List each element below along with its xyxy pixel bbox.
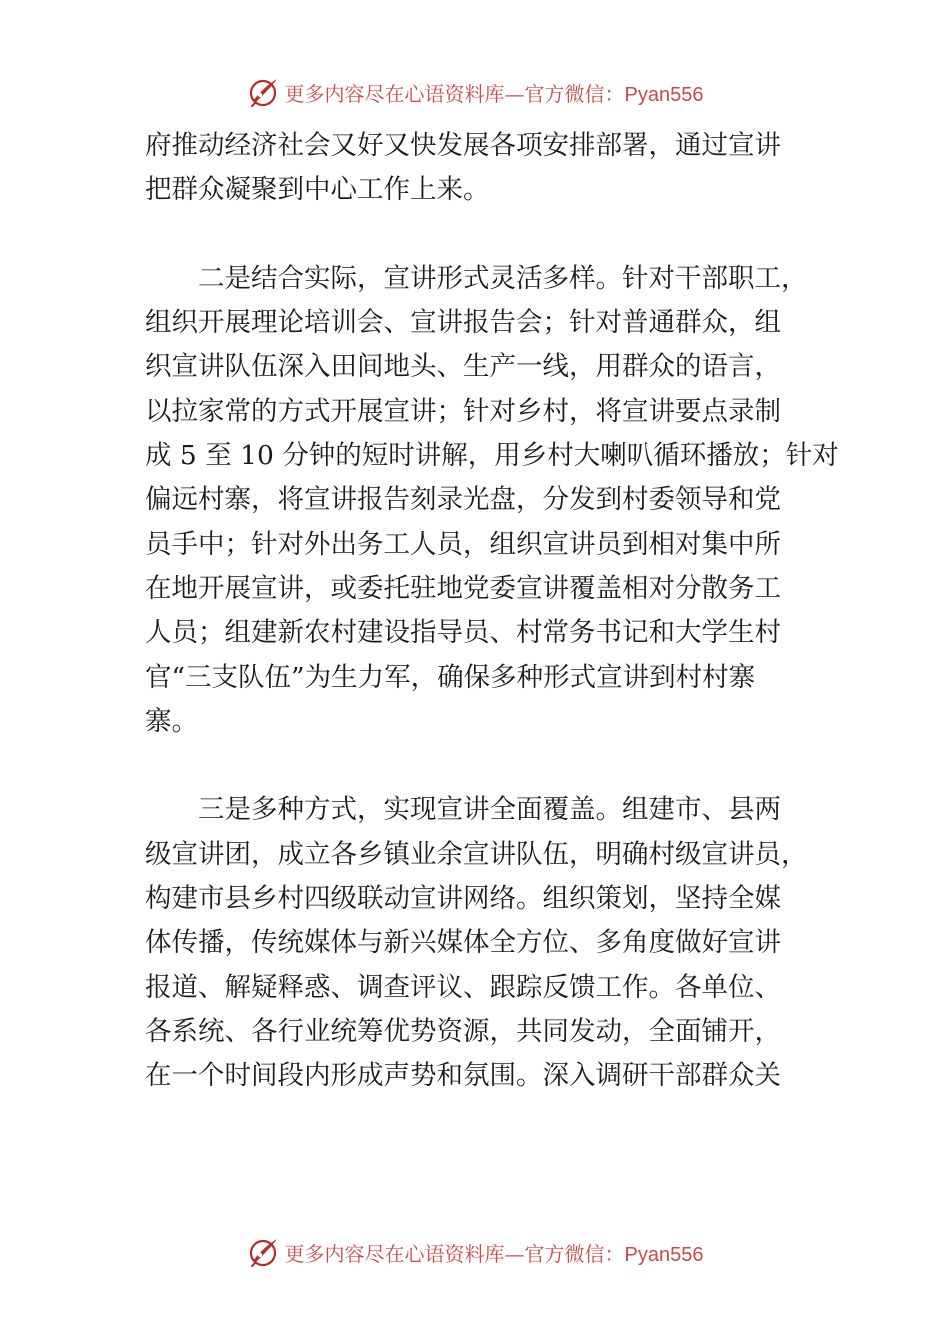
text-line: 寨。: [145, 705, 198, 737]
header-watermark-banner: [0, 72, 950, 112]
header-banner-text: 更多内容尽在心语资料库—官方微信：Pyan556: [284, 81, 704, 106]
text-line: 各系统、各行业统筹优势资源，共同发动，全面铺开，: [145, 1015, 781, 1047]
text-line: 在一个时间段内形成声势和氛围。深入调研干部群众关: [145, 1060, 781, 1092]
header-wechat-handle: Pyan556: [624, 83, 704, 106]
text-line: 构建市县乡村四级联动宣讲网络。组织策划，坚持全媒: [145, 883, 781, 915]
paragraph-continuation: [145, 124, 825, 213]
footer-banner-text: 更多内容尽在心语资料库—官方微信：Pyan556: [284, 1241, 704, 1266]
text-line: 织宣讲队伍深入田间地头、生产一线，用群众的语言，: [145, 351, 781, 383]
text-line: 把群众凝聚到中心工作上来。: [145, 174, 490, 206]
text-line: 以拉家常的方式开展宣讲；针对乡村，将宣讲要点录制: [145, 395, 781, 427]
text-line: 人员；组建新农村建设指导员、村常务书记和大学生村: [145, 617, 781, 649]
text-line: 员手中；针对外出务工人员，组织宣讲员到相对集中所: [145, 528, 781, 560]
text-line: 体传播，传统媒体与新兴媒体全方位、多角度做好宣讲: [145, 927, 781, 959]
text-line: 二是结合实际，宣讲形式灵活多样。针对干部职工，: [145, 262, 808, 294]
text-line: 成 5 至 10 分钟的短时讲解，用乡村大喇叭循环播放；针对: [145, 440, 839, 472]
text-line: 级宣讲团，成立各乡镇业余宣讲队伍，明确村级宣讲员，: [145, 838, 808, 870]
quill-logo-icon: [247, 1235, 281, 1269]
paragraph-point-two: [145, 257, 839, 744]
footer-watermark-banner: [0, 1232, 950, 1272]
document-body: [145, 124, 839, 1099]
text-line: 在地开展宣讲，或委托驻地党委宣讲覆盖相对分散务工: [145, 572, 781, 604]
text-line: 组织开展理论培训会、宣讲报告会；针对普通群众，组: [145, 307, 781, 339]
text-line: 官“三支队伍”为生力军，确保多种形式宣讲到村村寨: [145, 661, 756, 693]
paragraph-point-three: [145, 788, 825, 1098]
text-line: 报道、解疑释惑、调查评议、跟踪反馈工作。各单位、: [145, 971, 781, 1003]
quill-logo-icon: [247, 75, 281, 109]
text-line: 偏远村寨，将宣讲报告刻录光盘，分发到村委领导和党: [145, 484, 781, 516]
text-line: 府推动经济社会又好又快发展各项安排部署，通过宣讲: [145, 130, 781, 161]
footer-wechat-handle: Pyan556: [624, 1243, 704, 1266]
text-line: 三是多种方式，实现宣讲全面覆盖。组建市、县两: [145, 794, 781, 826]
